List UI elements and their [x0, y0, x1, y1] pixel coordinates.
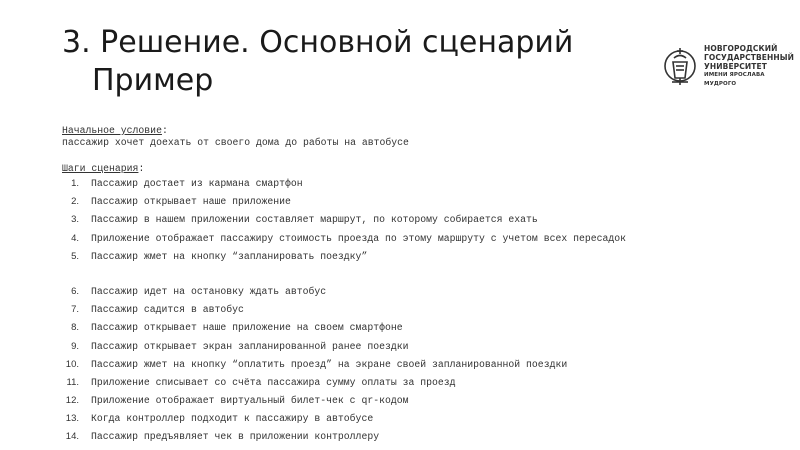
precondition-label: Начальное условие	[62, 125, 162, 136]
step-text: Пассажир предъявляет чек в приложении контроллеру	[91, 431, 380, 443]
monument-icon	[662, 44, 698, 88]
step-item	[62, 410, 782, 428]
step-item	[62, 319, 782, 337]
step-text: Приложение списывает со счёта пассажира сумму оплаты за проезд	[91, 376, 456, 388]
steps-heading: Шаги сценария:	[62, 163, 145, 174]
logo-line1: НОВГОРОДСКИЙ	[704, 43, 778, 53]
steps-label: Шаги сценария	[62, 163, 139, 174]
logo-line2: ГОСУДАРСТВЕННЫЙ	[704, 52, 794, 62]
section-gap	[62, 149, 782, 163]
step-number: 9.	[71, 340, 79, 352]
slide-title-line1: 3. Решение. Основной сценарий	[62, 25, 574, 60]
step-number: 6.	[71, 285, 79, 297]
step-text: Пассажир открывает экран запланированной ранее поездки	[91, 340, 409, 352]
precondition-heading: Начальное условие:	[62, 125, 168, 136]
steps-list-2	[62, 283, 782, 447]
step-item	[62, 230, 782, 248]
step-text: Когда контроллер подходит к пассажиру в автобусе	[91, 413, 374, 425]
step-text: Пассажир жмет на кнопку “оплатить проезд” на экране своей запланированной поездки	[91, 358, 568, 370]
step-item	[62, 193, 782, 211]
step-item	[62, 211, 782, 229]
step-number: 7.	[71, 304, 79, 316]
slide-title	[62, 24, 573, 100]
university-logo	[662, 38, 794, 94]
step-number: 12.	[65, 395, 79, 407]
step-item	[62, 283, 782, 301]
step-item	[62, 248, 782, 266]
steps-list-1	[62, 175, 782, 266]
steps-spacer	[62, 266, 782, 283]
step-number: 1.	[71, 178, 79, 189]
step-text: Приложение отображает виртуальный билет-чек с qr-кодом	[91, 395, 409, 407]
step-item	[62, 356, 782, 374]
step-text: Пассажир садится в автобус	[91, 304, 244, 316]
step-number: 3.	[71, 214, 79, 226]
step-number: 14.	[65, 431, 79, 443]
step-item	[62, 428, 782, 446]
step-text: Пассажир жмет на кнопку “запланировать поездку”	[91, 250, 368, 262]
step-number: 11.	[66, 376, 79, 388]
step-item	[62, 374, 782, 392]
university-name	[704, 43, 794, 89]
step-text: Пассажир достает из кармана смартфон	[91, 178, 303, 189]
step-item	[62, 338, 782, 356]
step-number: 13.	[65, 413, 79, 425]
step-number: 8.	[71, 322, 79, 334]
scenario-content	[62, 125, 782, 447]
step-text: Пассажир открывает наше приложение	[91, 196, 291, 208]
step-item	[62, 392, 782, 410]
step-text: Приложение отображает пассажиру стоимость проезда по этому маршруту с учетом всех пересадок	[91, 232, 626, 244]
step-number: 5.	[71, 250, 79, 262]
slide-title-line2: Пример	[92, 63, 214, 98]
step-item	[62, 175, 782, 193]
step-text: Пассажир открывает наше приложение на своем смартфоне	[91, 322, 403, 334]
step-number: 10.	[65, 358, 79, 370]
logo-line3: УНИВЕРСИТЕТ	[704, 61, 767, 71]
precondition-text: пассажир хочет доехать от своего дома до работы на автобусе	[62, 137, 409, 148]
step-item	[62, 301, 782, 319]
step-number: 2.	[71, 196, 79, 208]
step-text: Пассажир идет на остановку ждать автобус	[91, 285, 327, 297]
step-number: 4.	[71, 232, 79, 244]
step-text: Пассажир в нашем приложении составляет маршрут, по которому собирается ехать	[91, 214, 538, 226]
logo-line4: ИМЕНИ ЯРОСЛАВА МУДРОГО	[704, 71, 765, 87]
